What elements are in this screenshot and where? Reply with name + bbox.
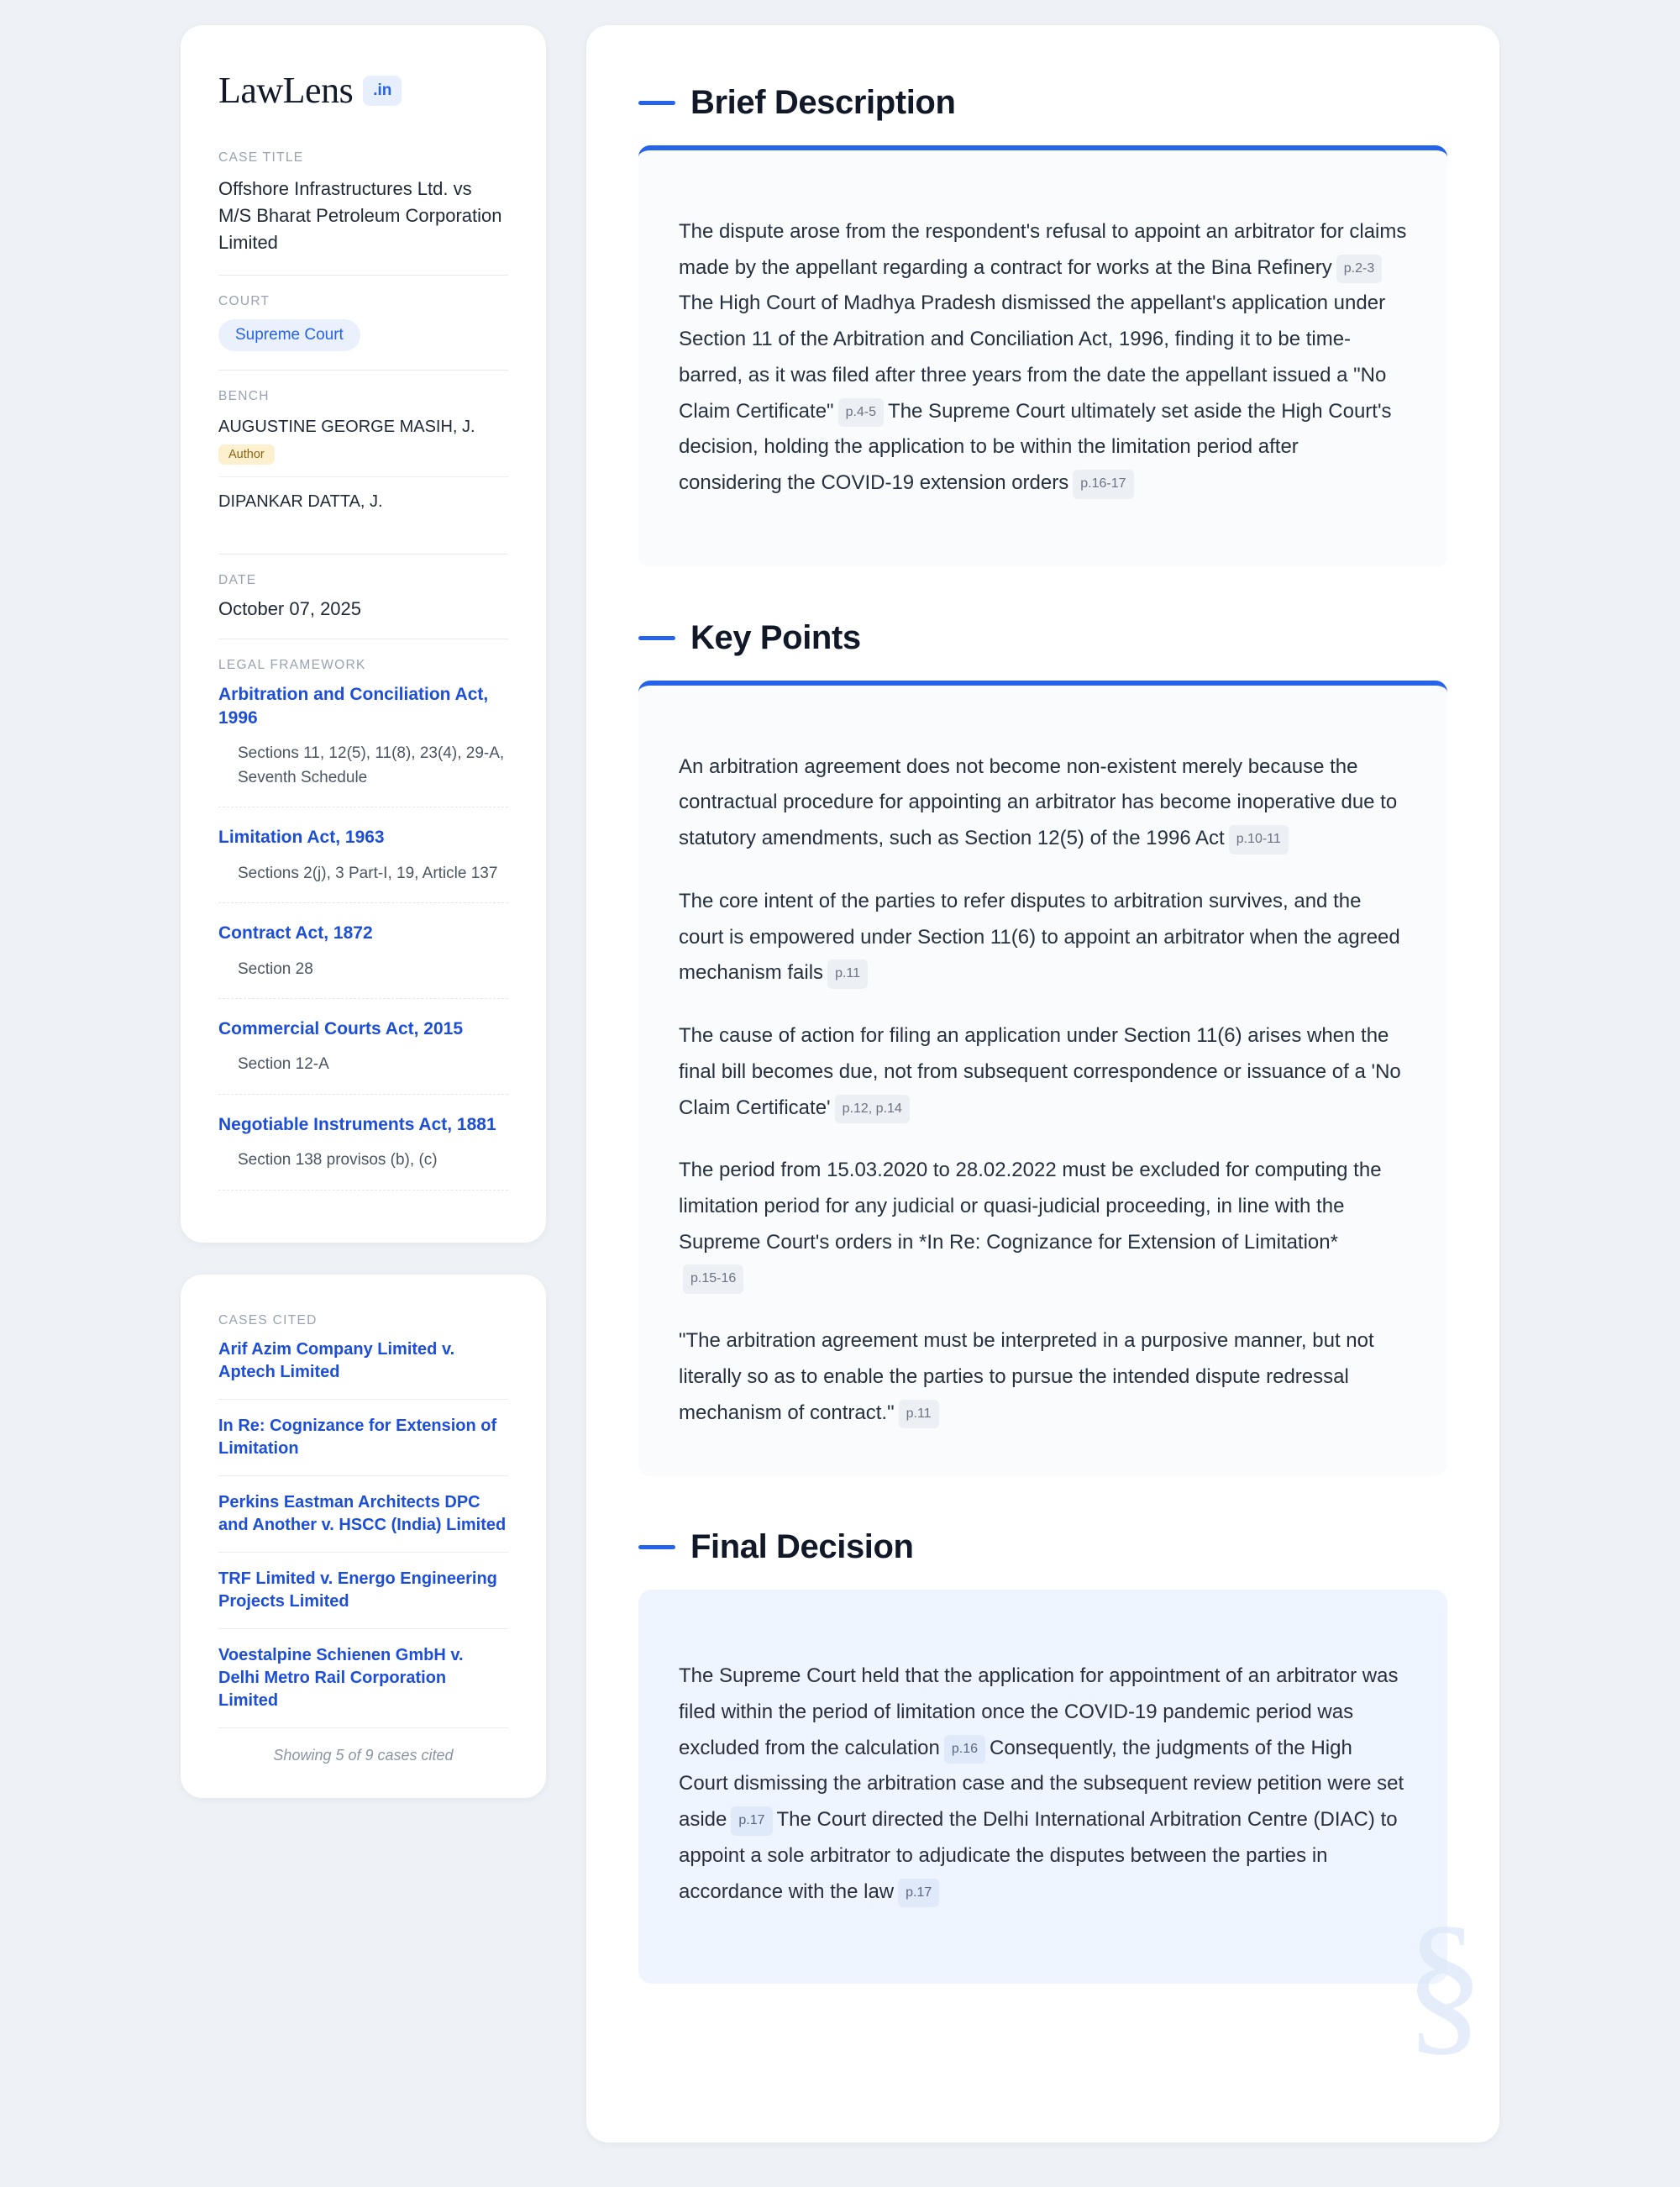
cited-case-link[interactable]: Perkins Eastman Architects DPC and Another v. HSCC (India) Limited: [218, 1491, 508, 1553]
brief-description-panel: [638, 145, 1447, 567]
judge-name: DIPANKAR DATTA, J.: [218, 492, 383, 511]
page-citation[interactable]: p.17: [898, 1879, 939, 1907]
page-citation[interactable]: p.2-3: [1336, 255, 1382, 283]
key-points-panel: [638, 681, 1447, 1477]
brief-sentence-3: The Supreme Court ultimately set aside the High Court's decision, holding the application to be within the limitation period after considering the COVID-19 extension orders: [679, 399, 1392, 495]
date-label: DATE: [218, 572, 257, 587]
page-citation[interactable]: p.17: [731, 1806, 772, 1835]
cases-cited-card: [181, 1275, 546, 1798]
page-citation[interactable]: p.16-17: [1073, 470, 1133, 498]
page-citation[interactable]: p.16: [944, 1735, 985, 1764]
court-badge: Supreme Court: [218, 319, 360, 351]
key-point-text: The cause of action for filing an application under Section 11(6) arises when the final bill becomes due, not from subsequent correspondence or issuance of a 'No Claim Certificate': [679, 1024, 1401, 1119]
law-sections: Sections 11, 12(5), 11(8), 23(4), 29-A, Seventh Schedule: [218, 742, 508, 807]
heading-dash-icon: [638, 101, 675, 105]
decision-sentence-1: The Supreme Court held that the application for appointment of an arbitrator was filed within the period of limitation once the COVID-19 pandemic period was excluded from the calculation: [679, 1664, 1399, 1759]
law-group: [218, 1017, 508, 1095]
law-group: [218, 826, 508, 903]
key-point-text: An arbitration agreement does not become non-existent merely because the contractual procedure for appointing an arbitrator has become inoperative due to statutory amendments, such as Section 12(5) of the 1996 Act: [679, 754, 1398, 850]
brand-tld-badge: .in: [363, 76, 402, 106]
cases-cited-label: CASES CITED: [218, 1312, 318, 1327]
key-point-text: The core intent of the parties to refer disputes to arbitration survives, and the court is empowered under Section 11(6) to appoint an arbitrator when the agreed mechanism fails: [679, 889, 1400, 985]
final-decision-text: [679, 1659, 1407, 1910]
decision-sentence-3: The Court directed the Delhi International Arbitration Centre (DIAC) to appoint a sole arbitrator to adjudicate the disputes between the parties in accordance with the law: [679, 1808, 1398, 1903]
page-citation[interactable]: p.11: [899, 1400, 939, 1428]
law-sections: Section 28: [218, 958, 508, 1000]
legal-framework-block: [218, 658, 508, 1191]
author-badge: Author: [218, 444, 275, 465]
page-citation[interactable]: p.15-16: [683, 1264, 743, 1293]
brief-sentence-2: The High Court of Madhya Pradesh dismissed the appellant's application under Section 11 of the Arbitration and Conciliation Act, 1996, finding it to be time-barred, as it was filed after three years from the date the appellant issued a "No Claim Certificate": [679, 292, 1387, 423]
key-points-heading: [638, 619, 1447, 657]
brief-sentence-1: The dispute arose from the respondent's refusal to appoint an arbitrator for claims made by the appellant regarding a contract for works at the Bina Refinery: [679, 220, 1407, 279]
main-content: [586, 25, 1499, 2142]
page-citation[interactable]: p.12, p.14: [835, 1095, 910, 1123]
brand-name: LawLens: [218, 70, 354, 111]
cited-case-link[interactable]: TRF Limited v. Energo Engineering Projects Limited: [218, 1568, 508, 1629]
law-act-link[interactable]: Arbitration and Conciliation Act, 1996: [218, 684, 489, 728]
case-title-value: Offshore Infrastructures Ltd. vs M/S Bharat Petroleum Corporation Limited: [218, 178, 502, 253]
law-group: [218, 1113, 508, 1191]
brief-description-text: [679, 214, 1407, 502]
law-act-link[interactable]: Negotiable Instruments Act, 1881: [218, 1114, 496, 1134]
cited-case-link[interactable]: Voestalpine Schienen GmbH v. Delhi Metro Rail Corporation Limited: [218, 1644, 508, 1728]
law-act-link[interactable]: Contract Act, 1872: [218, 923, 373, 944]
page-root: [0, 25, 1680, 2142]
final-decision-panel: [638, 1590, 1447, 1984]
heading-dash-icon: [638, 636, 675, 640]
key-point-item: [679, 1153, 1407, 1296]
key-point-item: [679, 749, 1407, 857]
law-group: [218, 922, 508, 999]
law-act-link[interactable]: Commercial Courts Act, 2015: [218, 1019, 463, 1039]
date-value: October 07, 2025: [218, 597, 362, 619]
cited-case-link[interactable]: In Re: Cognizance for Extension of Limitation: [218, 1415, 508, 1476]
law-sections: Sections 2(j), 3 Part-I, 19, Article 137: [218, 862, 508, 904]
judge-name: AUGUSTINE GEORGE MASIH, J.: [218, 417, 475, 436]
page-citation[interactable]: p.11: [827, 959, 868, 988]
law-sections: Section 138 provisos (b), (c): [218, 1149, 508, 1191]
court-block: [218, 294, 508, 371]
law-act-link[interactable]: Limitation Act, 1963: [218, 828, 385, 848]
bench-label: BENCH: [218, 388, 270, 403]
key-point-text: The period from 15.03.2020 to 28.02.2022 must be excluded for computing the limitation period for any judicial or quasi-judicial proceeding, in line with the Supreme Court's orders in *In Re: Cognizance for Extension of Limitation*: [679, 1159, 1382, 1254]
bench-judge: [218, 489, 508, 523]
cited-case-link[interactable]: Arif Azim Company Limited v. Aptech Limited: [218, 1338, 508, 1400]
brief-description-title: Brief Description: [690, 84, 956, 121]
key-point-item: [679, 1018, 1407, 1126]
decision-sentence-2: Consequently, the judgments of the High Court dismissing the arbitration case and the subsequent review petition were set aside: [679, 1736, 1404, 1832]
key-point-item: [679, 1323, 1407, 1431]
heading-dash-icon: [638, 1545, 675, 1549]
key-points-title: Key Points: [690, 618, 861, 656]
date-block: [218, 573, 508, 639]
brand-logo[interactable]: [218, 69, 508, 112]
key-point-text: "The arbitration agreement must be interpreted in a purposive manner, but not literally so as to enable the parties to pursue the intended dispute redressal mechanism of contract.": [679, 1329, 1374, 1424]
final-decision-heading: [638, 1528, 1447, 1566]
law-group: [218, 683, 508, 808]
legal-framework-label: LEGAL FRAMEWORK: [218, 657, 366, 672]
section-symbol-icon: §: [1404, 1894, 1484, 2070]
court-label: COURT: [218, 293, 270, 308]
bench-judge: [218, 414, 508, 477]
case-title-label: CASE TITLE: [218, 150, 304, 165]
final-decision-title: Final Decision: [690, 1528, 914, 1566]
page-citation[interactable]: p.4-5: [838, 398, 884, 427]
sidebar: [181, 25, 546, 1798]
key-point-item: [679, 884, 1407, 991]
case-title-block: [218, 150, 508, 276]
case-meta-card: [181, 25, 546, 1243]
cases-cited-count: Showing 5 of 9 cases cited: [273, 1746, 454, 1764]
law-sections: Section 12-A: [218, 1053, 508, 1095]
brief-description-heading: [638, 84, 1447, 122]
bench-block: [218, 389, 508, 555]
page-citation[interactable]: p.10-11: [1229, 825, 1289, 854]
